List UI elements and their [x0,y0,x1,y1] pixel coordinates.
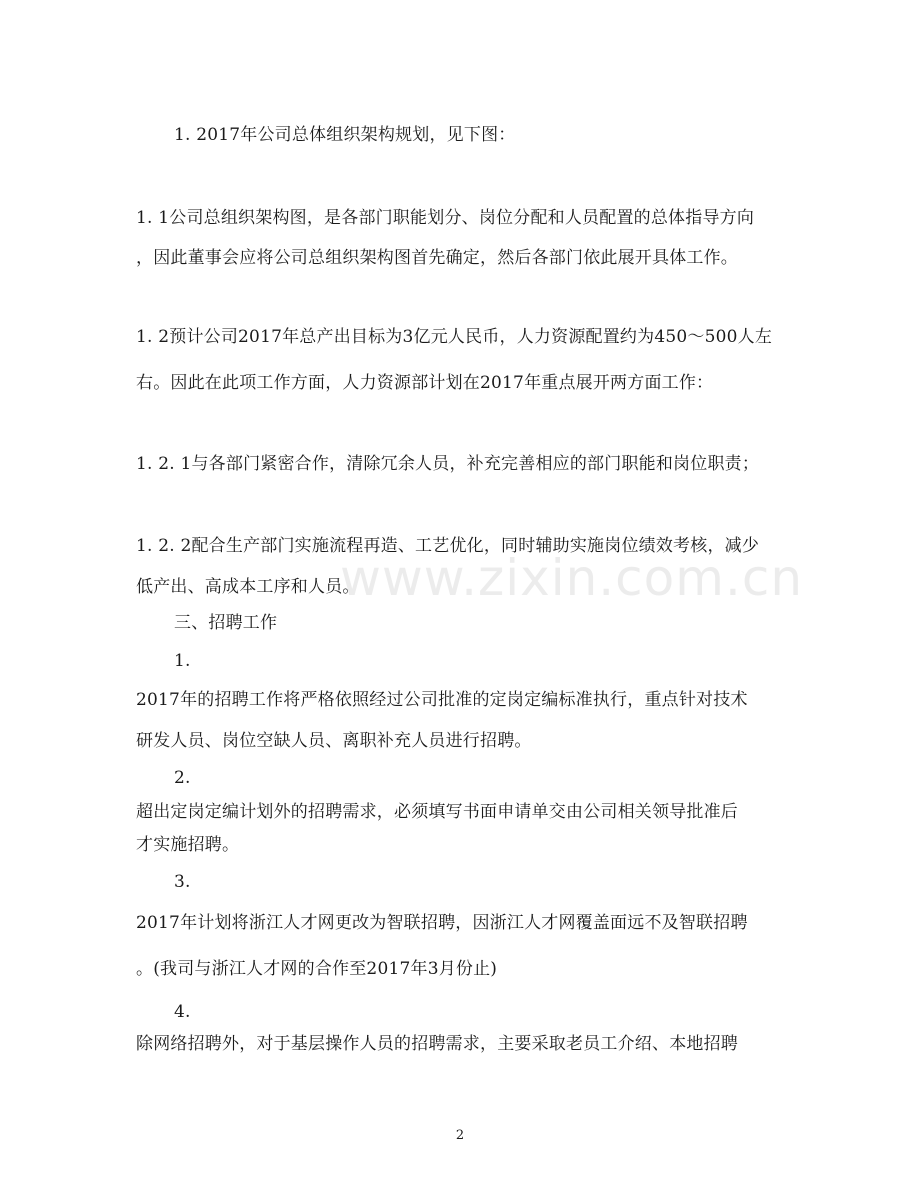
paragraph-line: 超出定岗定编计划外的招聘需求，必须填写书面申请单交由公司相关领导批准后 [136,802,738,822]
paragraph-line: 右。因此在此项工作方面，人力资源部计划在2017年重点展开两方面工作： [136,373,714,393]
paragraph-line: 2017年的招聘工作将严格依照经过公司批准的定岗定编标准执行，重点针对技术 [136,690,748,710]
paragraph-line: 低产出、高成本工序和人员。 [136,577,360,597]
paragraph-line: 研发人员、岗位空缺人员、离职补充人员进行招聘。 [136,731,532,751]
list-number: 1. [174,651,191,671]
watermark: www.zixin.com.cn [340,549,804,607]
list-number: 2. [174,768,191,788]
list-number: 4. [174,1002,191,1022]
paragraph-line: 。(我司与浙江人才网的合作至2017年3月份止) [136,959,498,979]
section-heading-1: 1. 2017年公司总体组织架构规划，见下图： [174,125,516,145]
paragraph-line: 1. 2. 1与各部门紧密合作，清除冗余人员，补充完善相应的部门职能和岗位职责； [136,454,760,474]
paragraph-line: 才实施招聘。 [136,835,240,855]
paragraph-line: 1. 1公司总组织架构图，是各部门职能划分、岗位分配和人员配置的总体指导方向 [136,208,755,228]
paragraph-line: 1. 2. 2配合生产部门实施流程再造、工艺优化，同时辅助实施岗位绩效考核，减少 [136,536,760,556]
paragraph-line: 1. 2预计公司2017年总产出目标为3亿元人民币，人力资源配置约为450～500人左 [136,327,773,347]
paragraph-line: 2017年计划将浙江人才网更改为智联招聘，因浙江人才网覆盖面远不及智联招聘 [136,913,748,933]
paragraph-line: ，因此董事会应将公司总组织架构图首先确定，然后各部门依此展开具体工作。 [136,248,738,268]
paragraph-line: 除网络招聘外，对于基层操作人员的招聘需求，主要采取老员工介绍、本地招聘 [136,1034,738,1054]
section-heading-recruitment: 三、招聘工作 [174,613,278,633]
list-number: 3. [174,872,191,892]
page-number: 2 [455,1128,465,1143]
